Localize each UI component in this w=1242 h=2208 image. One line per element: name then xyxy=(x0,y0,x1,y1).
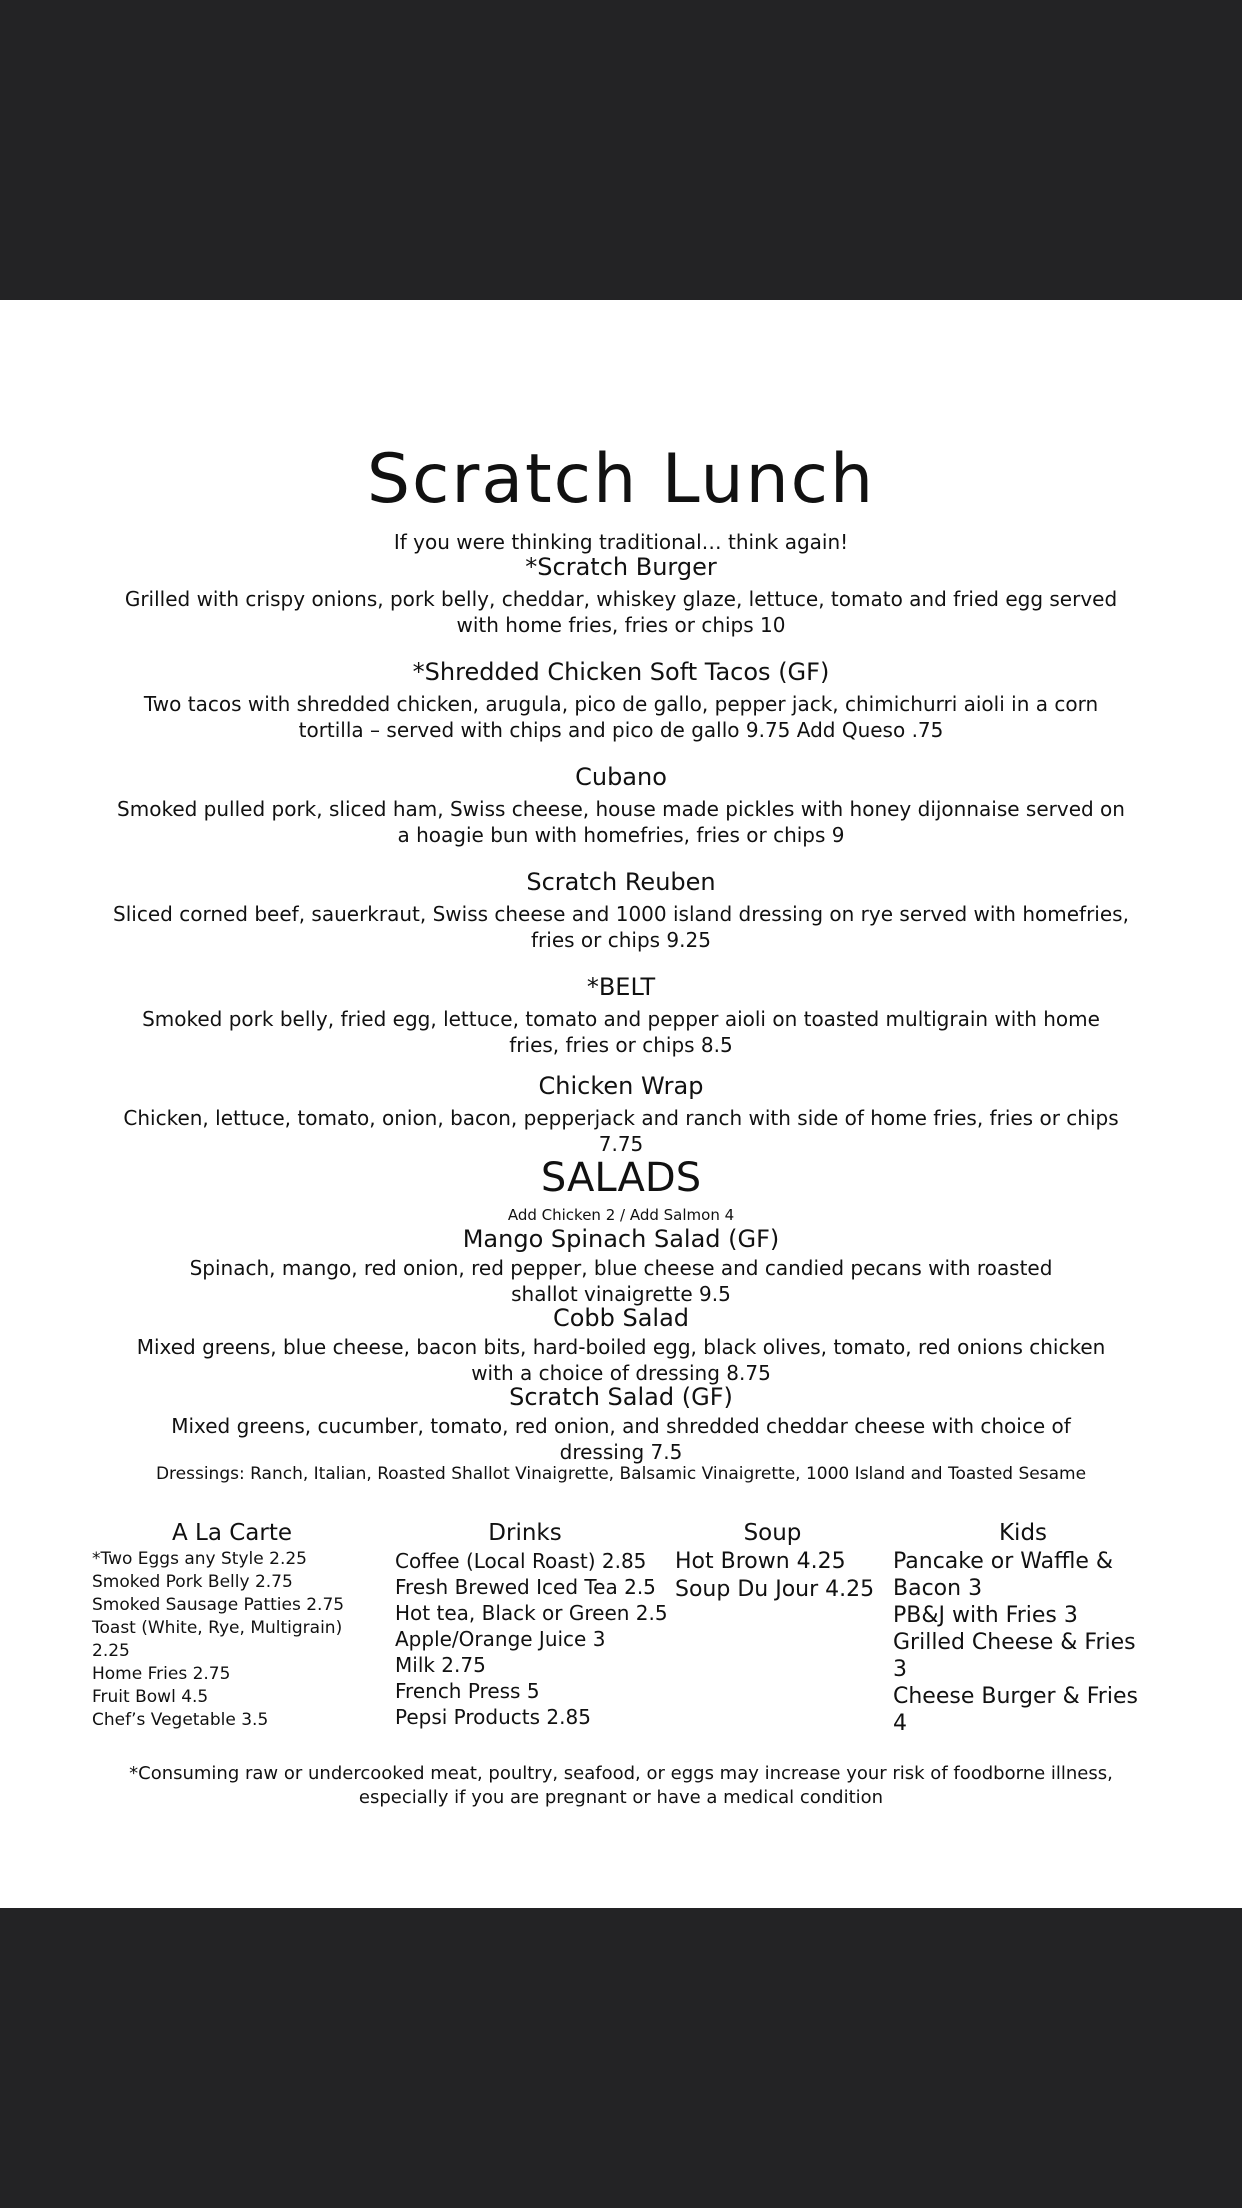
item-description: fries, fries or chips 8.5 xyxy=(509,1033,733,1057)
drink-item: Hot tea, Black or Green 2.5 xyxy=(395,1601,668,1625)
item-description: Smoked pork belly, fried egg, lettuce, tomato and pepper aioli on toasted multigrain with home xyxy=(142,1007,1100,1031)
item-description: 7.75 xyxy=(598,1132,644,1156)
a-la-carte-section xyxy=(92,1520,372,1732)
a-la-carte-item: Toast (White, Rye, Multigrain) xyxy=(92,1618,343,1638)
disclaimer-line: especially if you are pregnant or have a medical condition xyxy=(358,1787,884,1808)
salad-description: Spinach, mango, red onion, red pepper, blue cheese and candied pecans with roasted xyxy=(189,1256,1053,1280)
viewer-top-bar xyxy=(0,0,1242,300)
kids-item: Pancake or Waffle & xyxy=(893,1549,1114,1574)
menu-title: Scratch Lunch xyxy=(366,440,876,519)
item-description: a hoagie bun with homefries, fries or chips 9 xyxy=(397,823,845,847)
drink-item: Coffee (Local Roast) 2.85 xyxy=(395,1549,647,1573)
item-name: Chicken Wrap xyxy=(538,1072,704,1100)
a-la-carte-item: Smoked Pork Belly 2.75 xyxy=(92,1572,293,1592)
item-name: *BELT xyxy=(586,973,656,1001)
drinks-section xyxy=(395,1520,668,1730)
a-la-carte-item: *Two Eggs any Style 2.25 xyxy=(92,1549,307,1569)
a-la-carte-heading: A La Carte xyxy=(171,1520,293,1546)
drink-item: French Press 5 xyxy=(395,1679,540,1703)
soup-heading: Soup xyxy=(743,1520,802,1546)
soup-item: Hot Brown 4.25 xyxy=(675,1549,846,1574)
soup-section xyxy=(675,1520,875,1604)
menu-tagline: If you were thinking traditional… think again! xyxy=(393,530,849,554)
a-la-carte-item: Fruit Bowl 4.5 xyxy=(92,1687,209,1707)
disclaimer-line: *Consuming raw or undercooked meat, poultry, seafood, or eggs may increase your risk of foodborne illness, xyxy=(129,1763,1113,1784)
kids-heading: Kids xyxy=(998,1520,1048,1546)
salad-description: dressing 7.5 xyxy=(559,1440,683,1464)
drink-item: Pepsi Products 2.85 xyxy=(395,1705,591,1729)
item-description: Two tacos with shredded chicken, arugula, pico de gallo, pepper jack, chimichurri aioli in a corn xyxy=(143,692,1099,716)
soup-item: Soup Du Jour 4.25 xyxy=(675,1577,875,1602)
drink-item: Apple/Orange Juice 3 xyxy=(395,1627,606,1651)
drink-item: Fresh Brewed Iced Tea 2.5 xyxy=(395,1575,656,1599)
kids-item: Cheese Burger & Fries 4 xyxy=(893,1684,1138,1736)
item-name: Cubano xyxy=(575,763,667,791)
salad-name: Cobb Salad xyxy=(552,1304,690,1332)
drinks-heading: Drinks xyxy=(488,1520,562,1546)
menu-page xyxy=(0,300,1242,1908)
kids-item: Bacon 3 xyxy=(893,1576,983,1601)
viewer-bottom-bar xyxy=(0,1908,1242,2208)
kids-section xyxy=(893,1520,1153,1737)
salad-description: Mixed greens, blue cheese, bacon bits, hard-boiled egg, black olives, tomato, red onions chicken xyxy=(136,1335,1106,1359)
salad-description: with a choice of dressing 8.75 xyxy=(471,1361,771,1385)
item-description: tortilla – served with chips and pico de gallo 9.75 Add Queso .75 xyxy=(298,718,944,742)
item-name: *Scratch Burger xyxy=(525,553,717,581)
salad-description: shallot vinaigrette 9.5 xyxy=(511,1282,731,1306)
salad-name: Scratch Salad (GF) xyxy=(509,1383,733,1411)
item-description: fries or chips 9.25 xyxy=(531,928,711,952)
kids-item: PB&J with Fries 3 xyxy=(893,1603,1078,1628)
salads-heading: SALADS xyxy=(540,1155,702,1201)
a-la-carte-item: Chef’s Vegetable 3.5 xyxy=(92,1710,269,1730)
item-description: with home fries, fries or chips 10 xyxy=(456,613,786,637)
item-description: Smoked pulled pork, sliced ham, Swiss cheese, house made pickles with honey dijonnaise served on xyxy=(117,797,1125,821)
a-la-carte-item: Smoked Sausage Patties 2.75 xyxy=(92,1595,345,1615)
item-description: Grilled with crispy onions, pork belly, cheddar, whiskey glaze, lettuce, tomato and fried egg served xyxy=(124,587,1118,611)
salad-description: Mixed greens, cucumber, tomato, red onion, and shredded cheddar cheese with choice of xyxy=(171,1414,1071,1438)
item-name: Scratch Reuben xyxy=(526,868,716,896)
salad-name: Mango Spinach Salad (GF) xyxy=(462,1225,780,1253)
salads-addons: Add Chicken 2 / Add Salmon 4 xyxy=(507,1206,735,1224)
item-description: Chicken, lettuce, tomato, onion, bacon, pepperjack and ranch with side of home fries, fries or chips xyxy=(123,1106,1119,1130)
item-name: *Shredded Chicken Soft Tacos (GF) xyxy=(412,658,830,686)
a-la-carte-item: Home Fries 2.75 xyxy=(92,1664,231,1684)
dressings-list: Dressings: Ranch, Italian, Roasted Shallot Vinaigrette, Balsamic Vinaigrette, 1000 Island and Toasted Sesame xyxy=(155,1464,1087,1484)
drink-item: Milk 2.75 xyxy=(395,1653,486,1677)
a-la-carte-item: 2.25 xyxy=(92,1641,130,1661)
item-description: Sliced corned beef, sauerkraut, Swiss cheese and 1000 island dressing on rye served with homefries, xyxy=(113,902,1129,926)
kids-item: Grilled Cheese & Fries 3 xyxy=(893,1630,1136,1682)
